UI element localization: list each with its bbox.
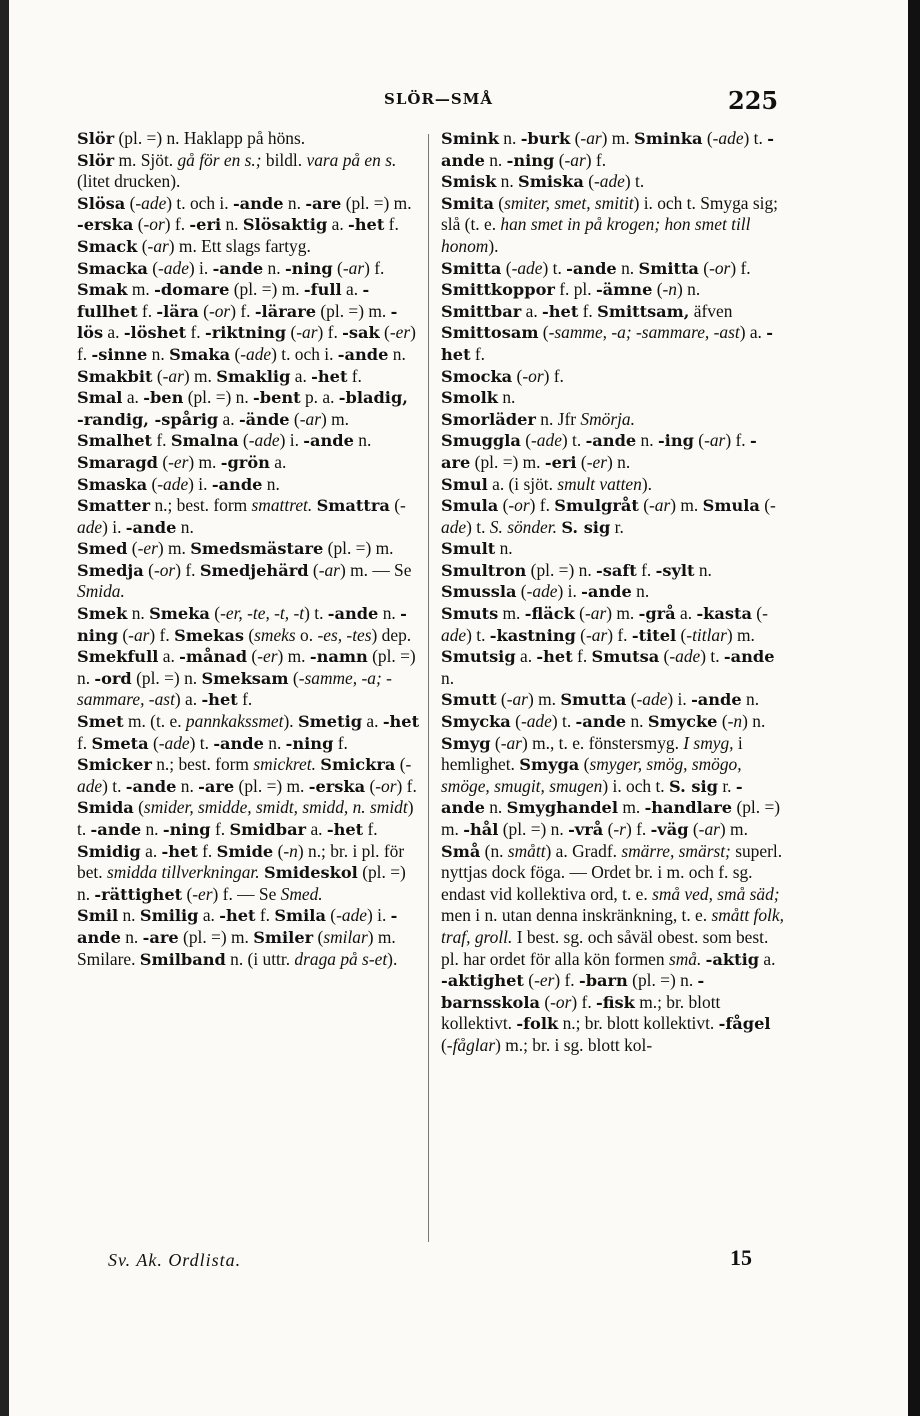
- right-column: [441, 128, 784, 1057]
- dictionary-entry: Smacka (-ade) i. -ande n. -ning (-ar) f.: [77, 257, 385, 278]
- scan-right-edge: [908, 0, 920, 1416]
- page-number: 225: [728, 86, 779, 115]
- printer-signature: Sv. Ak. Ordlista.: [108, 1250, 242, 1270]
- dictionary-entry: Smatter n.; best. form smattret. Smattra (-ade) i. -ande n.: [77, 495, 406, 537]
- dictionary-entry: Smink n. -burk (-ar) m. Sminka (-ade) t. -ande n. -ning (-ar) f.: [441, 128, 774, 170]
- dictionary-entry: Slör m. Sjöt. gå för en s.; bildl. vara på en s. (litet drucken).: [77, 149, 397, 192]
- dictionary-entry: Slör (pl. =) n. Haklapp på höns.: [77, 128, 306, 148]
- dictionary-entry: Smida (smider, smidde, smidt, smidd, n. smidt) t. -ande n. -ning f. Smidbar a. -het f. Smidig a. -het f. Smide (-n) n.; br. i pl. för bet. smidda tillverkningar. Smideskol (pl. =) n. -rättighet (-er) f. — Se Smed.: [77, 797, 414, 904]
- running-head: SLÖR—SMÅ: [384, 90, 493, 108]
- dictionary-entry: Smita (smiter, smet, smitit) i. och t. Smyga sig; slå (t. e. han smet in på krogen; hon smet till honom).: [441, 192, 778, 256]
- dictionary-entry: Smyg (-ar) m., t. e. fönstersmyg. I smyg, i hemlighet. Smyga (smyger, smög, smögo, smöge, smugit, smugen) i. och t. S. sig r. -ande n. Smyghandel m. -handlare (pl. =) m. -hål (pl. =) n. -vrå (-r) f. -väg (-ar) m.: [441, 732, 781, 839]
- dictionary-entry: Smutt (-ar) m. Smutta (-ade) i. -ande n.: [441, 689, 760, 710]
- dictionary-entry: Smed (-er) m. Smedsmästare (pl. =) m. Smedja (-or) f. Smedjehärd (-ar) m. — Se Smida.: [77, 538, 412, 602]
- dictionary-entry: Smycka (-ade) t. -ande n. Smycke (-n) n.: [441, 711, 766, 732]
- dictionary-entry: Smuts m. -fläck (-ar) m. -grå a. -kasta (-ade) t. -kastning (-ar) f. -titel (-titlar) m. Smutsig a. -het f. Smutsa (-ade) t. -ande n.: [441, 603, 775, 688]
- dictionary-entry: Slösa (-ade) t. och i. -ande n. -are (pl. =) m. -erska (-or) f. -eri n. Slösaktig a. -het f.: [77, 192, 412, 235]
- dictionary-entry: Smitta (-ade) t. -ande n. Smitta (-or) f. Smittkoppor f. pl. -ämne (-n) n. Smittbar a. -het f. Smittsam, äfven Smittosam (-samme, -a; -sammare, -ast) a. -het f.: [441, 257, 773, 364]
- dictionary-entry: Smicker n.; best. form smickret. Smickra (-ade) t. -ande n. -are (pl. =) m. -erska (-or) f.: [77, 754, 417, 796]
- dictionary-entry: Smocka (-or) f.: [441, 365, 564, 386]
- signature-number: 15: [730, 1245, 752, 1270]
- dictionary-entry: Smek n. Smeka (-er, -te, -t, -t) t. -ande n. -ning (-ar) f. Smekas (smeks o. -es, -tes) dep. Smekfull a. -månad (-er) m. -namn (pl. =) n. -ord (pl. =) n. Smeksam (-samme, -a; -sammare, -ast) a. -het f.: [77, 603, 416, 710]
- dictionary-entry: Små (n. smått) a. Gradf. smärre, smärst; superl. nyttjas dock föga. — Ordet br. i m. och f. sg. endast vid kollektiva ord, t. e. små ved, små säd; men i n. utan denna inskränkning, t. e. smått folk, traf, groll. I best. sg. och såväl obest. som best. pl. har ordet för alla kön formen små. -aktig a. -aktighet (-er) f. -barn (pl. =) n. -barnsskola (-or) f. -fisk m.; br. blott kollektivt. -folk n.; br. blott kollektivt. -fågel (-fåglar) m.; br. i sg. blott kol-: [441, 840, 784, 1055]
- scan-left-edge: [0, 0, 9, 1416]
- dictionary-entry: Smaska (-ade) i. -ande n.: [77, 473, 280, 494]
- column-divider: [428, 134, 429, 1242]
- dictionary-entry: Smisk n. Smiska (-ade) t.: [441, 171, 645, 192]
- dictionary-entry: Smack (-ar) m. Ett slags fartyg.: [77, 235, 311, 256]
- dictionary-entry: Smorläder n. Jfr Smörja.: [441, 408, 635, 429]
- dictionary-entry: Smul a. (i sjöt. smult vatten).: [441, 473, 652, 494]
- dictionary-entry: Smet m. (t. e. pannkakssmet). Smetig a. -het f. Smeta (-ade) t. -ande n. -ning f.: [77, 711, 420, 753]
- dictionary-entry: Smaragd (-er) m. -grön a.: [77, 451, 287, 472]
- dictionary-entry: Smult n.: [441, 538, 513, 559]
- dictionary-entry: Smuggla (-ade) t. -ande n. -ing (-ar) f. -are (pl. =) m. -eri (-er) n.: [441, 430, 757, 472]
- dictionary-entry: Smil n. Smilig a. -het f. Smila (-ade) i. -ande n. -are (pl. =) m. Smiler (smilar) m. Smilare. Smilband n. (i uttr. draga på s-et).: [77, 905, 398, 969]
- left-column: [77, 128, 420, 970]
- dictionary-entry: Smussla (-ade) i. -ande n.: [441, 581, 650, 602]
- dictionary-entry: Smal a. -ben (pl. =) n. -bent p. a. -bladig, -randig, -spårig a. -ände (-ar) m. Smalhet f. Smalna (-ade) i. -ande n.: [77, 387, 408, 451]
- dictionary-entry: Smultron (pl. =) n. -saft f. -sylt n.: [441, 559, 712, 580]
- dictionary-entry: Smula (-or) f. Smulgråt (-ar) m. Smula (-ade) t. S. sönder. S. sig r.: [441, 495, 776, 537]
- dictionary-entry: Smak m. -domare (pl. =) m. -full a. -fullhet f. -lära (-or) f. -lärare (pl. =) m. -lös a. -löshet f. -riktning (-ar) f. -sak (-er) f. -sinne n. Smaka (-ade) t. och i. -ande n. Smakbit (-ar) m. Smaklig a. -het f.: [77, 279, 416, 386]
- dictionary-entry: Smolk n.: [441, 387, 516, 408]
